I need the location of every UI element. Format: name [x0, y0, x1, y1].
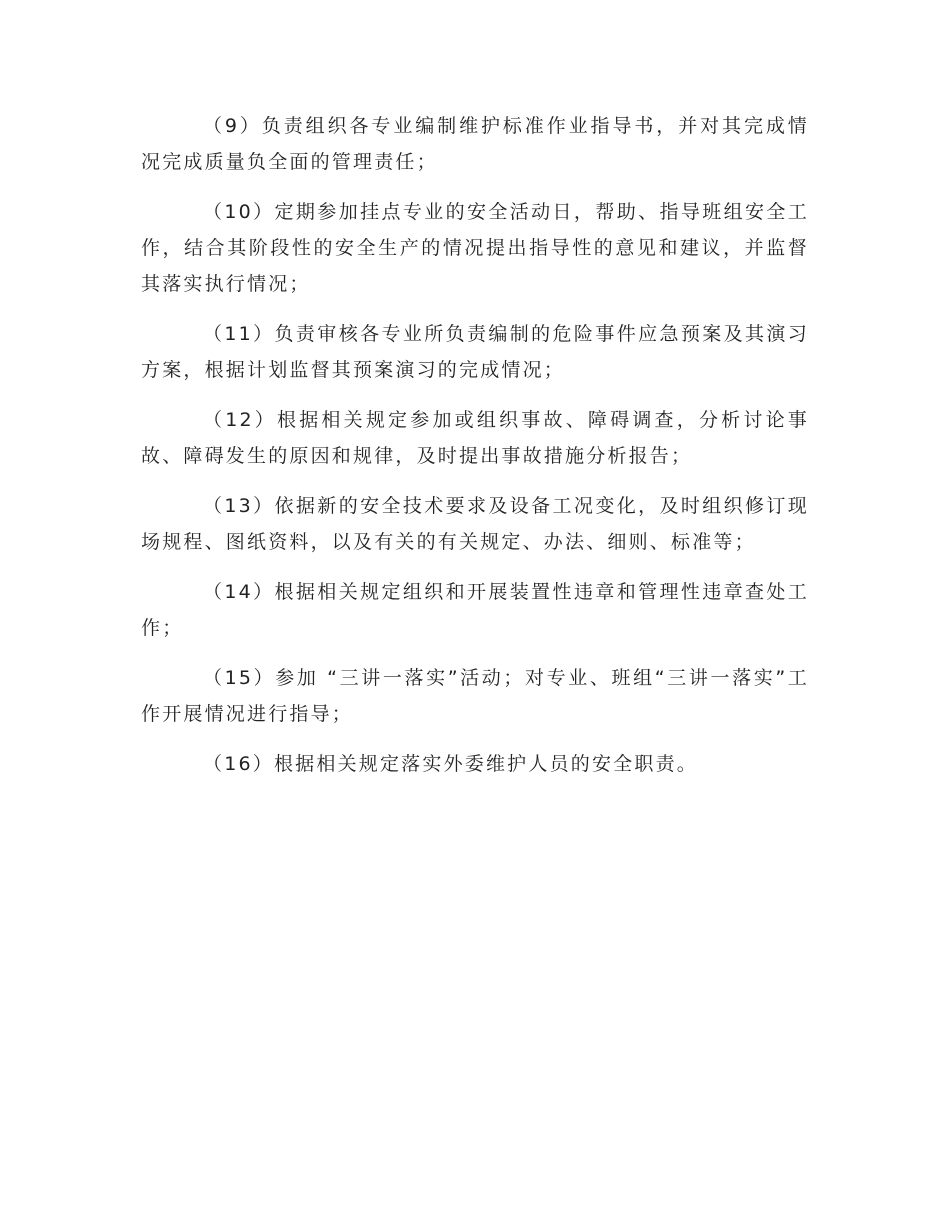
paragraph-item-14: （14）根据相关规定组织和开展装置性违章和管理性违章查处工作；: [141, 581, 809, 639]
paragraph-item-9: （9）负责组织各专业编制维护标准作业指导书，并对其完成情况完成质量负全面的管理责任；: [141, 115, 809, 173]
paragraph-item-12: （12）根据相关规定参加或组织事故、障碍调查，分析讨论事故、障碍发生的原因和规律，及时提出事故措施分析报告；: [141, 409, 809, 467]
paragraph-item-13: （13）依据新的安全技术要求及设备工况变化，及时组织修订现场规程、图纸资料，以及有关的有关规定、办法、细则、标准等；: [141, 495, 809, 553]
paragraph-item-11: （11）负责审核各专业所负责编制的危险事件应急预案及其演习方案，根据计划监督其预案演习的完成情况；: [141, 323, 809, 381]
document-body: [141, 108, 809, 782]
paragraph-item-15: （15）参加 “三讲一落实”活动；对专业、班组“三讲一落实”工作开展情况进行指导；: [141, 667, 809, 725]
paragraph-item-10: （10）定期参加挂点专业的安全活动日，帮助、指导班组安全工作，结合其阶段性的安全生产的情况提出指导性的意见和建议，并监督其落实执行情况；: [141, 201, 809, 295]
paragraph-item-16: （16）根据相关规定落实外委维护人员的安全职责。: [203, 753, 698, 775]
